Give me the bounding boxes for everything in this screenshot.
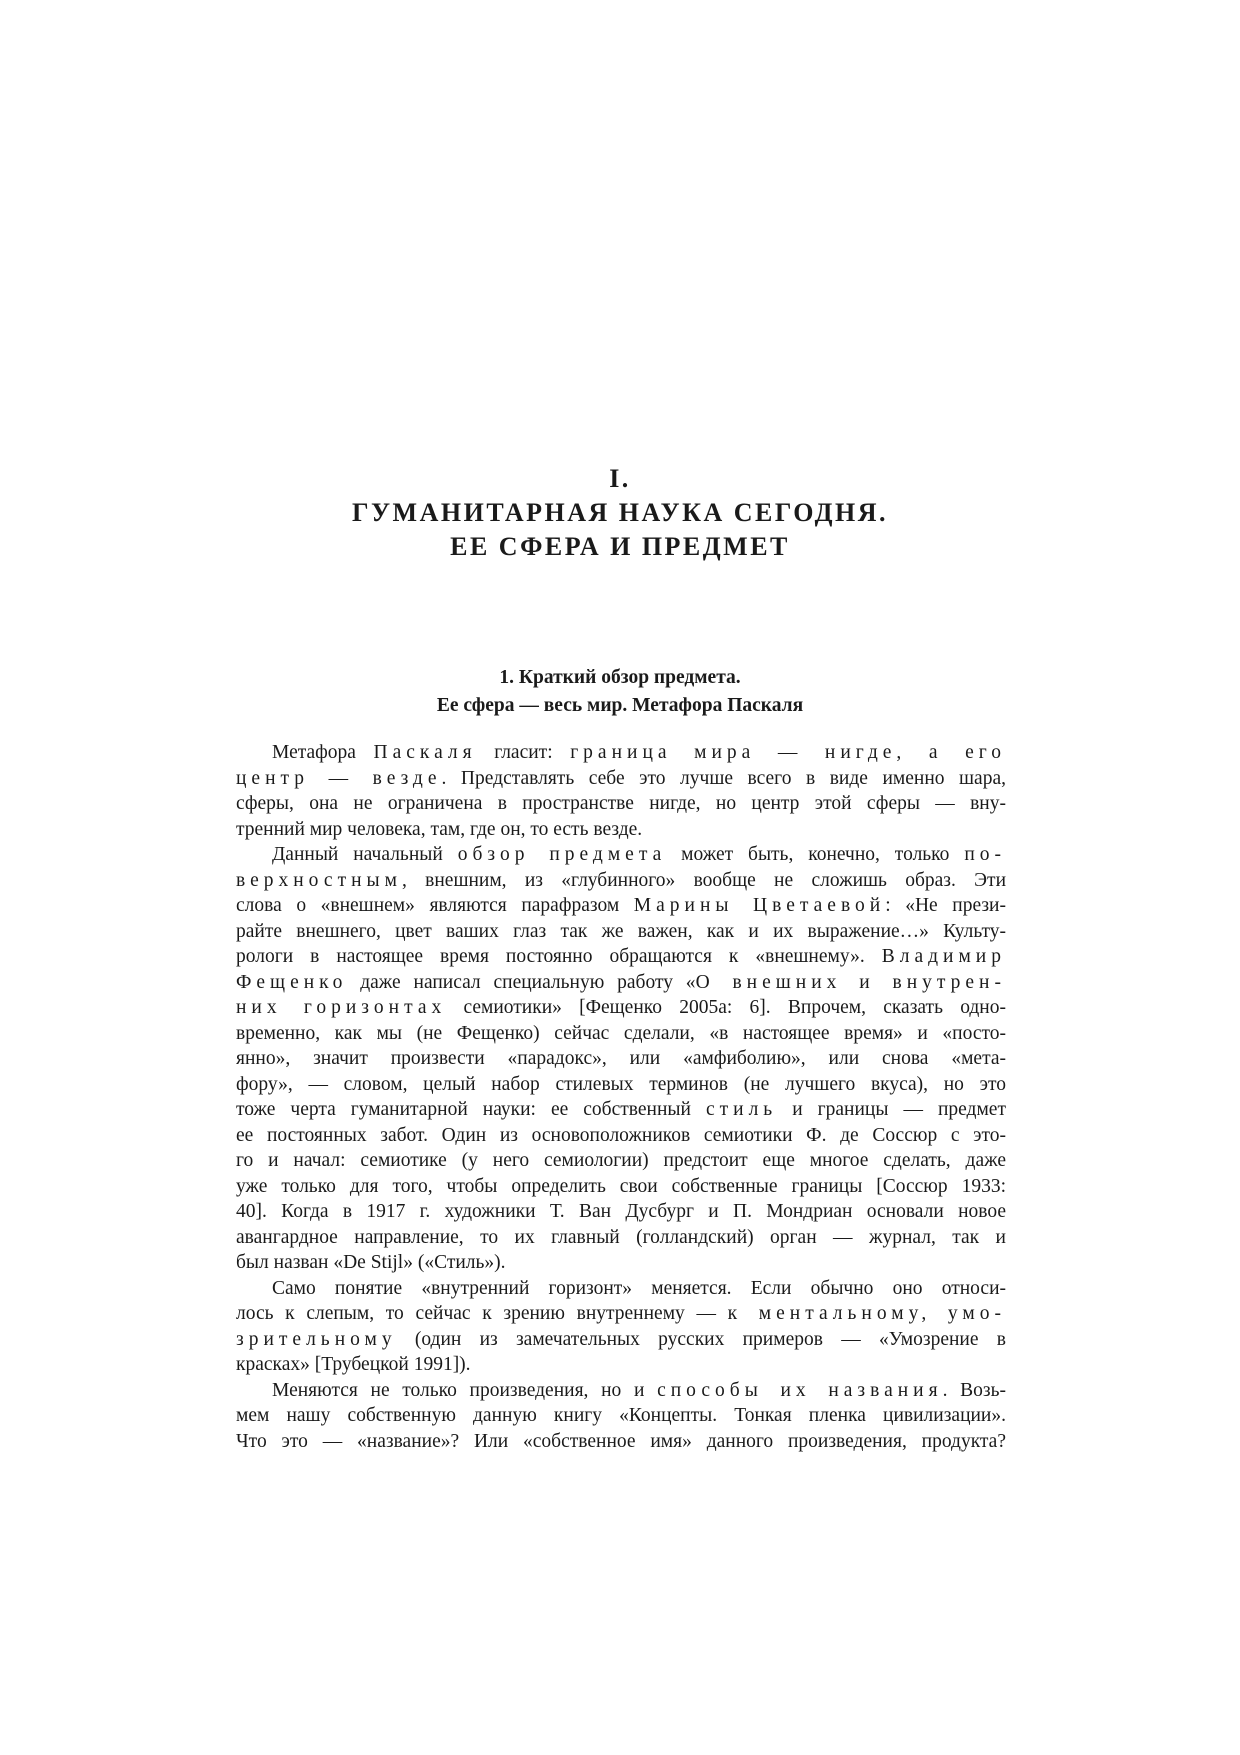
text-line: них горизонтах семиотики» [Фещенко 2005а: 6]. Впрочем, сказать одно- [236, 997, 1006, 1018]
text-line: рологи в настоящее время постоянно обращаются к «внешнему». Владимир [236, 946, 1006, 967]
text-line: Само понятие «внутренний горизонт» меняется. Если обычно оно относи- [272, 1277, 1006, 1299]
text-line: уже только для того, чтобы определить свои собственные границы [Соссюр 1933: [236, 1175, 1006, 1197]
text-line: 40]. Когда в 1917 г. художники Т. Ван Дусбург и П. Мондриан основали новое [236, 1201, 1006, 1222]
body-text [236, 740, 1006, 1454]
text-line: го и начал: семиотике (у него семиологии) предстоит еще многое сделать, даже [236, 1150, 1006, 1171]
text-line: фору», — словом, целый набор стилевых терминов (не лучшего вкуса), но это [236, 1073, 1006, 1095]
section-title-line-2: Ее сфера — весь мир. Метафора Паскаля [436, 695, 804, 716]
text-line: временно, как мы (не Фещенко) сейчас сделали, «в настоящее время» и «посто- [236, 1022, 1006, 1044]
text-line: Фещенко даже написал специальную работу «О внешних и внутрен- [236, 971, 1006, 993]
text-line: тренний мир человека, там, где он, то есть везде. [236, 818, 643, 840]
chapter-heading [0, 462, 1240, 564]
section-heading [0, 664, 1240, 720]
text-line: райте внешнего, цвет ваших глаз так же важен, как и их выражение…» Культу- [236, 920, 1006, 942]
chapter-title-line-1: ГУМАНИТАРНАЯ НАУКА СЕГОДНЯ. [351, 498, 889, 527]
text-line: сферы, она не ограничена в пространстве нигде, но центр этой сферы — вну- [236, 793, 1006, 814]
text-line: тоже черта гуманитарной науки: ее собственный стиль и границы — предмет [236, 1099, 1006, 1120]
text-line: красках» [Трубецкой 1991]). [236, 1354, 471, 1375]
text-line: центр — везде. Представлять себе это лучше всего в виде именно шара, [236, 767, 1006, 789]
text-line: авангардное направление, то их главный (голландский) орган — журнал, так и [236, 1226, 1006, 1248]
chapter-number: I. [609, 464, 631, 493]
text-line: Данный начальный обзор предмета может быть, конечно, только по- [272, 844, 1006, 865]
text-line: ее постоянных забот. Один из основоположников семиотики Ф. де Соссюр с это- [236, 1124, 1006, 1146]
text-line: был назван «De Stijl» («Стиль»). [236, 1252, 506, 1273]
text-line: мем нашу собственную данную книгу «Концепты. Тонкая пленка цивилизации». [236, 1405, 1006, 1426]
text-line: Метафора Паскаля гласит: граница мира — нигде, а его [272, 742, 1006, 763]
text-line: слова о «внешнем» являются парафразом Марины Цветаевой: «Не прези- [236, 895, 1006, 916]
text-line: верхностным, внешним, из «глубинного» вообще не сложишь образ. Эти [236, 869, 1006, 891]
section-title-line-1: 1. Краткий обзор предмета. [499, 667, 741, 688]
text-line: Меняются не только произведения, но и способы их названия. Возь- [272, 1379, 1006, 1401]
text-line: янно», значит произвести «парадокс», или «амфиболию», или снова «мета- [236, 1048, 1006, 1069]
text-line: зрительному (один из замечательных русских примеров — «Умозрение в [236, 1328, 1006, 1350]
text-line: Что это — «название»? Или «собственное имя» данного произведения, продукта? [236, 1430, 1006, 1452]
text-line: лось к слепым, то сейчас к зрению внутреннему — к ментальному, умо- [236, 1303, 1006, 1324]
chapter-title-line-2: ЕЕ СФЕРА И ПРЕДМЕТ [450, 532, 790, 561]
